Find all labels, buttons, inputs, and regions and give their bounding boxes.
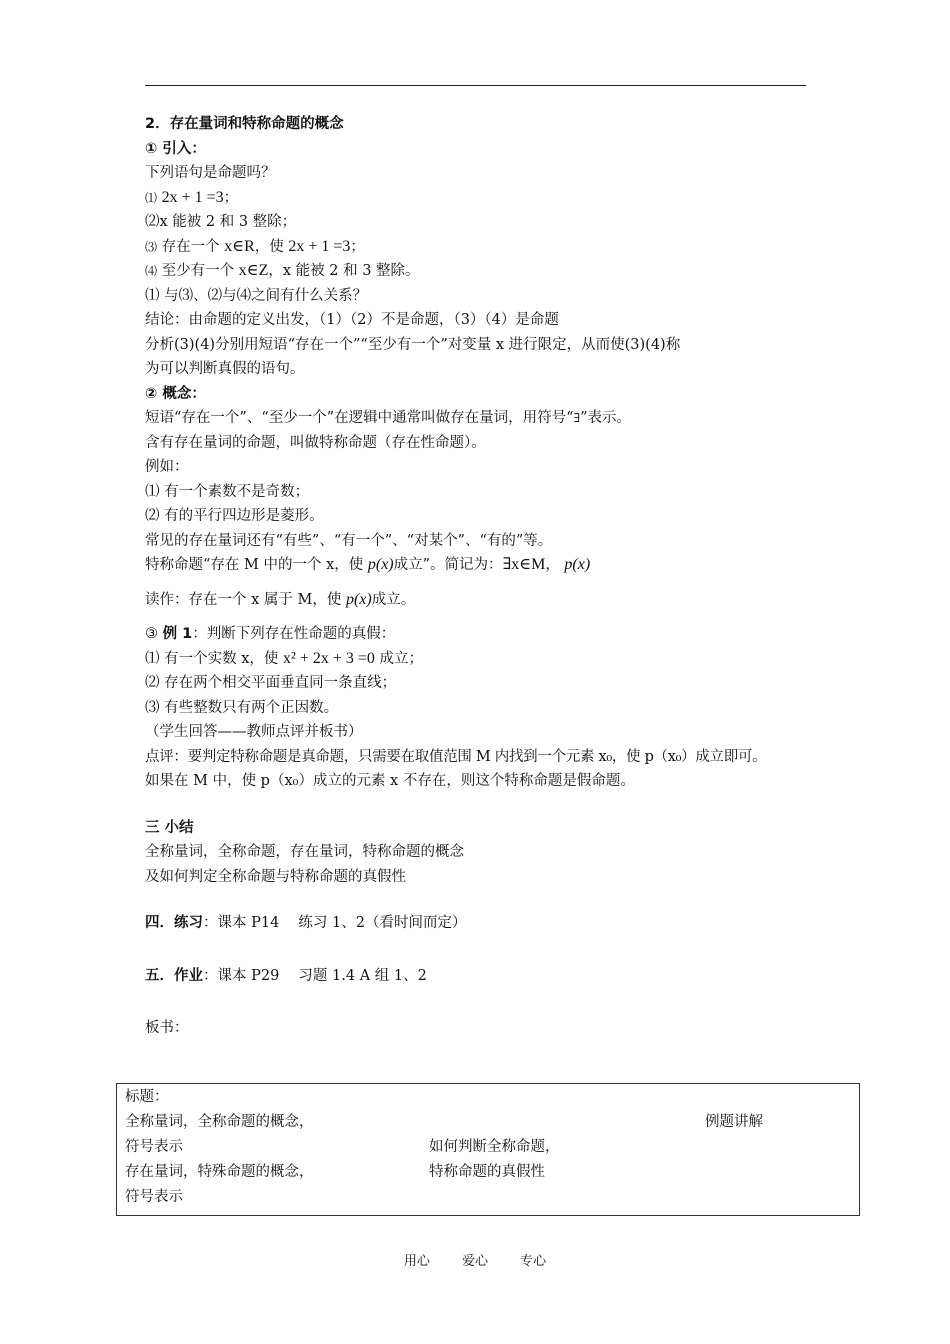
section-heading: 2．存在量词和特称命题的概念 — [145, 116, 344, 132]
common-quantifiers: 常见的存在量词还有“有些”、“有一个”、“对某个”、“有的”等。 — [145, 532, 553, 549]
practice-line: 四．练习：课本 P14 练习 1、2（看时间而定） — [145, 915, 467, 931]
page-footer — [0, 1250, 950, 1269]
relation-question: ⑴ 与⑶、⑵与⑷之间有什么关系？ — [145, 287, 368, 304]
footer-word: 用心 — [403, 1254, 430, 1269]
comment-line-2: 如果在 M 中，使 p（x₀）成立的元素 x 不存在，则这个特称命题是假命题。 — [145, 773, 635, 789]
homework-line: 五．作业：课本 P29 习题 1.4 A 组 1、2 — [145, 967, 427, 984]
analysis-line-1: 分析(3)(4)分别用短语“存在一个”“至少有一个”对变量 x 进行限定，从而使(3)(4)称 — [145, 336, 681, 353]
exercise-1: ⑴ 有一个实数 x，使 x² + 2x + 3 =0 成立； — [145, 649, 423, 667]
predicate: p(x) — [345, 590, 372, 608]
document-body — [145, 112, 825, 1041]
student-note: （学生回答——教师点评并板书） — [145, 724, 363, 740]
board-row4-col1: 符号表示 — [125, 1189, 183, 1205]
question-line: 下列语句是命题吗？ — [145, 165, 276, 181]
equation: 2x + 1 =3 — [288, 237, 351, 255]
board-row3-col2: 特称命题的真假性 — [429, 1164, 545, 1180]
special-proposition: 特称命题“存在 M 中的一个 x，使 p(x)成立”。简记为：∃x∈M， p(x) — [145, 556, 591, 573]
item-2: ⑵x 能被 2 和 3 整除； — [145, 214, 297, 230]
comment-line-1: 点评：要判定特称命题是真命题，只需要在取值范围 M 内找到一个元素 x₀，使 p（x₀）成立即可。 — [145, 748, 767, 765]
set-membership: x∈Z — [238, 262, 269, 279]
conclusion: 结论：由命题的定义出发，（1）（2）不是命题，（3）（4）是命题 — [145, 312, 559, 328]
summary-line-2: 及如何判定全称命题与特称命题的真假性 — [145, 868, 406, 885]
item-4: ⑷ 至少有一个 x∈Z，x 能被 2 和 3 整除。 — [145, 262, 420, 279]
board-row2-col1: 符号表示 — [125, 1139, 183, 1155]
reading-line: 读作：存在一个 x 属于 M，使 p(x)成立。 — [145, 590, 416, 608]
footer-word: 爱心 — [461, 1254, 488, 1269]
example-intro: 例如： — [145, 459, 189, 475]
board-row1-col3: 例题讲解 — [705, 1114, 763, 1130]
header-rule — [145, 85, 806, 86]
predicate: p(x) — [367, 556, 394, 573]
analysis-line-2: 为可以判断真假的语句。 — [145, 361, 305, 377]
concept-title: ② 概念： — [145, 385, 206, 402]
board-row1-col1: 全称量词，全称命题的概念， — [125, 1114, 314, 1130]
concept-line-1: 短语“存在一个”、“至少一个”在逻辑中通常叫做存在量词，用符号“∃”表示。 — [145, 410, 631, 426]
board-row2-col2: 如何判断全称命题， — [429, 1139, 560, 1155]
intro-title: ① 引入： — [145, 140, 206, 157]
board-label: 板书： — [145, 1020, 189, 1036]
blackboard-layout-box — [116, 1083, 860, 1216]
equation: 2x + 1 =3 — [161, 188, 224, 206]
exists-notation: ∃x∈M — [502, 556, 546, 573]
example-title: ③ 例 1：判断下列存在性命题的真假： — [145, 626, 396, 642]
summary-heading: 三 小结 — [145, 819, 194, 836]
board-title: 标题： — [125, 1089, 169, 1105]
predicate: p(x) — [564, 556, 591, 573]
item-1: ⑴ 2x + 1 =3； — [145, 188, 239, 206]
footer-word: 专心 — [520, 1254, 547, 1269]
exercise-2: ⑵ 存在两个相交平面垂直同一条直线； — [145, 675, 397, 691]
example-2: ⑵ 有的平行四边形是菱形。 — [145, 508, 324, 524]
exercise-3: ⑶ 有些整数只有两个正因数。 — [145, 699, 339, 716]
exists-symbol: ∃ — [573, 411, 581, 425]
summary-line-1: 全称量词，全称命题，存在量词，特称命题的概念 — [145, 844, 464, 860]
set-membership: x∈R — [224, 237, 255, 255]
quadratic-equation: x² + 2x + 3 =0 — [283, 649, 375, 667]
board-row3-col1: 存在量词，特殊命题的概念， — [125, 1164, 314, 1180]
item-3: ⑶ 存在一个 x∈R，使 2x + 1 =3； — [145, 237, 365, 255]
example-1: ⑴ 有一个素数不是奇数； — [145, 483, 310, 500]
concept-line-2: 含有存在量词的命题，叫做特称命题（存在性命题）。 — [145, 434, 486, 451]
